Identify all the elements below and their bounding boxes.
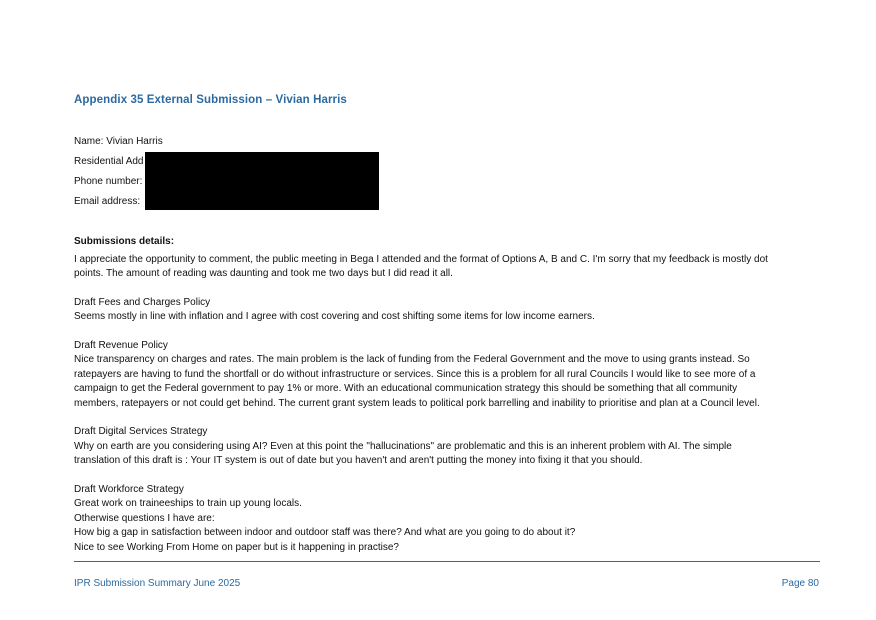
footer-page-number: Page 80: [781, 578, 819, 589]
submission-details: [74, 235, 824, 555]
appendix-heading: Appendix 35 External Submission – Vivian Harris: [74, 94, 347, 106]
footer-document-title: IPR Submission Summary June 2025: [74, 578, 241, 589]
email-field-label: Email address:: [74, 196, 141, 207]
workforce-section-title: Draft Workforce Strategy: [74, 483, 184, 495]
submission-details-title: Submissions details:: [74, 236, 175, 247]
revenue-line: ratepayers are having to fund the shortfall or do without infrastructure or services. Since this is a problem for all rural Councils I would like to see more of a: [74, 368, 756, 380]
revenue-section-title: Draft Revenue Policy: [74, 339, 168, 351]
name-field: Name: Vivian Harris: [74, 136, 163, 147]
digital-section-title: Draft Digital Services Strategy: [74, 426, 208, 437]
workforce-line: Nice to see Working From Home on paper but is it happening in practise?: [74, 541, 399, 553]
fees-section-title: Draft Fees and Charges Policy: [74, 296, 211, 308]
redaction-box: [145, 152, 379, 210]
intro-line: points. The amount of reading was daunting and took me two days but I did read it all.: [74, 268, 453, 279]
revenue-line: campaign to get the Federal government to pay 1% or more. With an educational communication strategy this should be something that all community: [74, 383, 738, 394]
fees-line: Seems mostly in line with inflation and I agree with cost covering and cost shifting some items for low income earners.: [74, 311, 595, 322]
workforce-line: How big a gap in satisfaction between indoor and outdoor staff was there? And what are you going to do about it?: [74, 527, 576, 538]
phone-field-label: Phone number:: [74, 176, 143, 187]
workforce-line: Otherwise questions I have are:: [74, 512, 215, 524]
revenue-line: members, ratepayers or not could get behind. The current grant system leads to political pork barrelling and inability to prioritise and plan at a Council level.: [74, 397, 760, 409]
revenue-line: Nice transparency on charges and rates. The main problem is the lack of funding from the Federal Government and the move to using grants instead. So: [74, 354, 750, 365]
digital-line: Why on earth are you considering using AI? Even at this point the "hallucinations" are problematic and this is an inherent problem with AI. The simple: [74, 440, 732, 452]
workforce-line: Great work on traineeships to train up young locals.: [74, 498, 302, 509]
intro-line: I appreciate the opportunity to comment, the public meeting in Bega I attended and the format of Options A, B and C. I'm sorry that my feedback is mostly dot: [74, 253, 768, 265]
address-field-label: Residential Add: [74, 156, 144, 167]
digital-line: translation of this draft is : Your IT system is out of date but you haven't and aren't putting the money into fixing it that you should.: [74, 455, 643, 466]
footer-divider: [74, 561, 820, 562]
